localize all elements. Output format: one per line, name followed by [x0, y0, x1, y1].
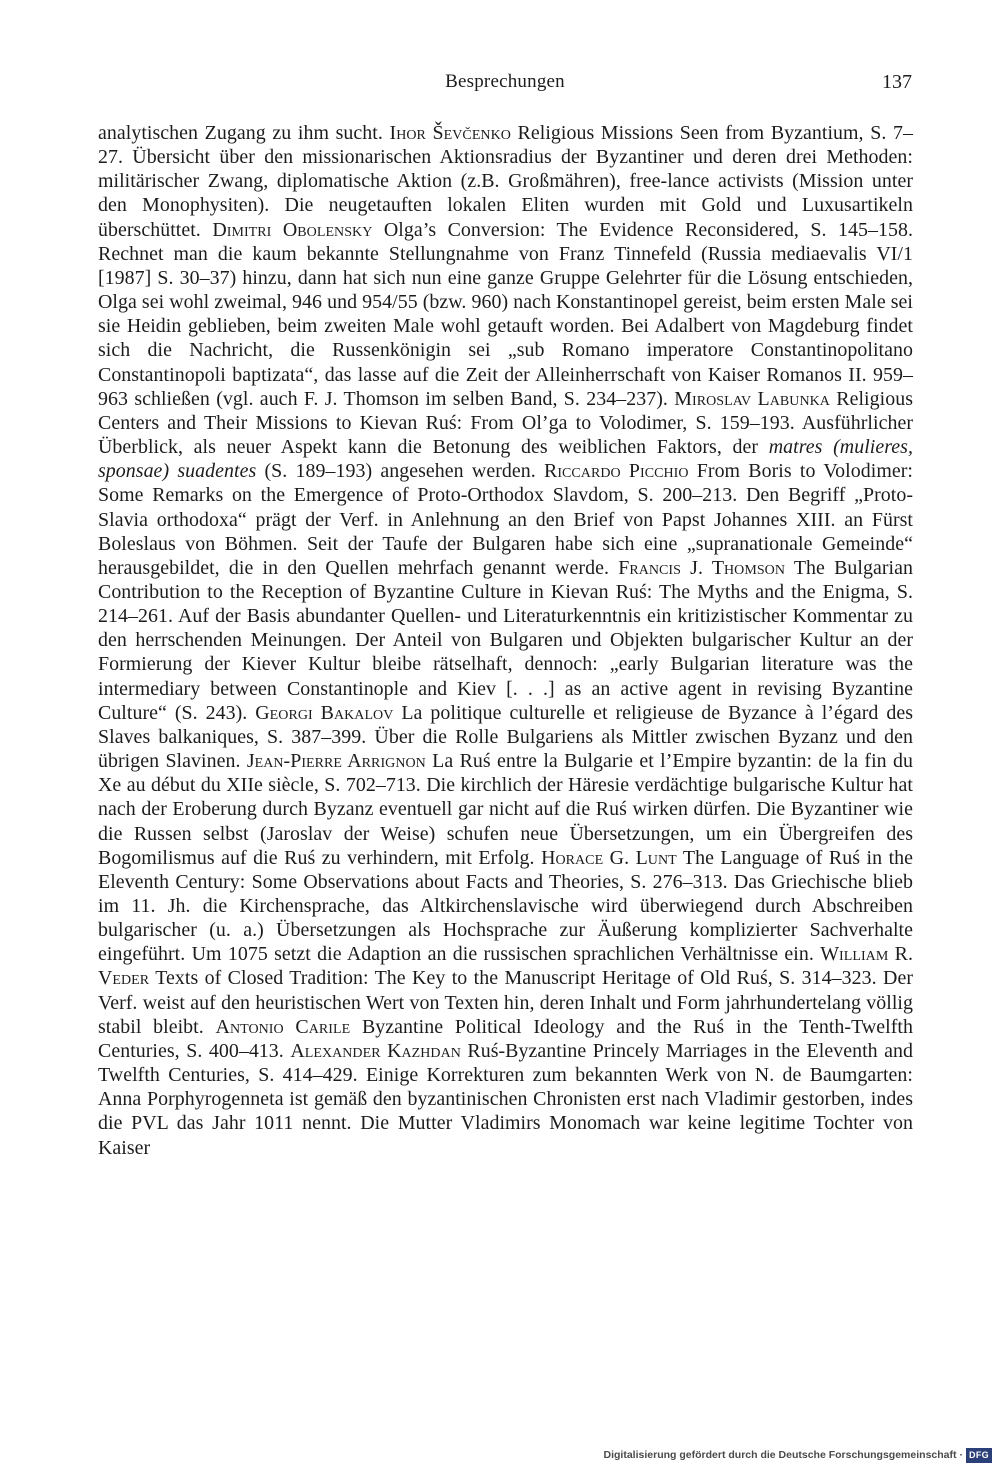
funding-note: Digitalisierung gefördert durch die Deutsche Forschungsgemeinschaft	[603, 1449, 957, 1461]
text-segment: La politique culturelle et religieuse de Byzance à l’égard des Slaves balkaniques, S. 387–399. Über die Rolle Bulgariens als Mittler zwischen Byzanz und den übrigen Slavinen.	[98, 701, 913, 773]
author-name: Alexander Kazhdan	[290, 1039, 461, 1062]
text-segment: From Boris to Volodimer: Some Remarks on the Emergence of Proto-Orthodox Slavdom, S. 200–213. Den Begriff „Proto-Slavia orthodoxa“ prägt der Verf. in Anlehnung an den Brief von Papst Johannes XIII. an Fürst Boleslaus von Böhmen. Seit der Taufe der Bulgaren habe sich eine „supranationale Gemeinde“ herausgebildet, die in den Quellen mehrfach genannt werde.	[98, 460, 913, 579]
dfg-logo-icon: DFG	[966, 1448, 992, 1463]
author-name: Jean-Pierre Arrignon	[246, 750, 426, 773]
page-header	[98, 70, 912, 98]
author-name: Georgi Bakalov	[255, 701, 394, 724]
author-name: Horace G. Lunt	[541, 846, 677, 869]
text-segment: Olga’s Conversion: The Evidence Reconsidered, S. 145–158. Rechnet man die kaum bekannte Stellungnahme von Franz Tinnefeld (Russia mediaevalis VI/1 [1987] S. 30–37) hinzu, dann hat sich nun eine ganze Gruppe Gelehrter für die Lösung entschieden, Olga sei wohl zweimal, 946 und 954/55 (bzw. 960) nach Konstantinopel gereist, beim ersten Male sei sie Heidin geblieben, beim zweiten Male wohl getauft worden. Bei Adalbert von Magdeburg findet sich die Nachricht, die Russenkönigin sei „sub Romano imperatore Constantinopolitano Constantinopoli baptizata“, das lasse auf die Zeit der Alleinherrschaft von Kaiser Romanos II. 959–963 schließen (vgl. auch F. J. Thomson im selben Band, S. 234–237).	[98, 218, 914, 410]
text-segment: Byzantine Political Ideology and the Ruś in the Tenth-Twelfth Centuries, S. 400–413.	[98, 1015, 913, 1062]
author-name: William R. Veder	[98, 943, 913, 990]
text-segment: analytischen Zugang zu ihm sucht.	[98, 122, 390, 144]
running-title: Besprechungen	[445, 71, 565, 92]
text-segment: The Language of Ruś in the Eleventh Century: Some Observations about Facts and Theories, S. 276–313. Das Griechische blieb im 11. Jh. die Kirchensprache, das Altkirchenslavische wird überwiegend durch Abschreiben bulgarischer (u. a.) Übersetzungen als Hochsprache zur Äußerung komplizierter Sachverhalte eingeführt. Um 1075 setzt die Adaption an die russischen sprachlichen Verhältnisse ein.	[98, 846, 914, 966]
author-name: Riccardo Picchio	[544, 460, 689, 483]
text-segment: Religious Missions Seen from Byzantium, S. 7–27. Übersicht über den missionarischen Aktionsradius der Byzantiner und deren drei Methoden: militärischer Zwang, diplomatische Aktion (z.B. Großmähren), free-lance activists (Mission unter den Monophysiten). Die neugetauften lokalen Eliten wurden mit Gold und Luxusartikeln überschüttet.	[98, 122, 913, 241]
author-name: Ihor Ševčenko	[389, 122, 511, 144]
footer-separator: ·	[959, 1449, 963, 1461]
author-name: Dimitri Obolensky	[212, 218, 373, 241]
review-body-text	[98, 121, 913, 1160]
page-number: 137	[882, 71, 912, 93]
digitization-footer	[604, 1446, 992, 1464]
text-segment: La Ruś entre la Bulgarie et l’Empire byzantin: de la fin du Xe au début du XIIe siècle, S. 702–713. Die kirchlich der Häresie verdächtige bulgarische Kultur hat nach der Eroberung durch Byzanz eventuell gar nicht auf die Ruś wirken dürfen. Die Byzantiner wie die Russen selbst (Jaroslav der Weise) schufen neue Übersetzungen, um ein Übergreifen des Bogomilismus auf die Ruś zu verhindern, mit Erfolg.	[98, 750, 913, 869]
text-segment: Religious Centers and Their Missions to Kievan Ruś: From Ol’ga to Volodimer, S. 159–193. Ausführlicher Überblick, als neuer Aspekt kann die Betonung des weiblichen Faktors, der	[98, 387, 913, 459]
text-segment: Ruś-Byzantine Princely Marriages in the Eleventh and Twelfth Centuries, S. 414–429. Einige Korrekturen zum bekannten Werk von N. de Baumgarten: Anna Porphyrogenneta ist gemäß den byzantinischen Chronisten erst nach Vladimir gestorben, indes die PVL das Jahr 1011 nennt. Die Mutter Vladimirs Monomach war keine legitime Tochter von Kaiser	[98, 1039, 914, 1159]
text-segment: Texts of Closed Tradition: The Key to the Manuscript Heritage of Old Ruś, S. 314–323. Der Verf. weist auf den heuristischen Wert von Texten hin, deren Inhalt und Form jahrhundertelang völlig stabil bleibt.	[98, 967, 913, 1038]
author-name: Miroslav Labunka	[674, 387, 830, 410]
author-name: Antonio Carile	[215, 1015, 351, 1038]
italic-phrase: matres (mulieres, sponsae) suadentes	[98, 436, 913, 483]
author-name: Francis J. Thomson	[618, 556, 785, 579]
text-segment: (S. 189–193) angesehen werden.	[256, 460, 544, 483]
text-segment: The Bulgarian Contribution to the Reception of Byzantine Culture in Kievan Ruś: The Myths and the Enigma, S. 214–261. Auf der Basis abundanter Quellen- und Literaturkenntnis ein kritizistischer Kommentar zu den herrschenden Meinungen. Der Anteil von Bulgaren und Objekten bulgarischer Kultur an der Formierung der Kiever Kultur bleibe rätselhaft, dennoch: „early Bulgarian literature was the intermediary between Constantinople and Kiev [. . .] as an active agent in revising Byzantine Culture“ (S. 243).	[98, 556, 914, 724]
